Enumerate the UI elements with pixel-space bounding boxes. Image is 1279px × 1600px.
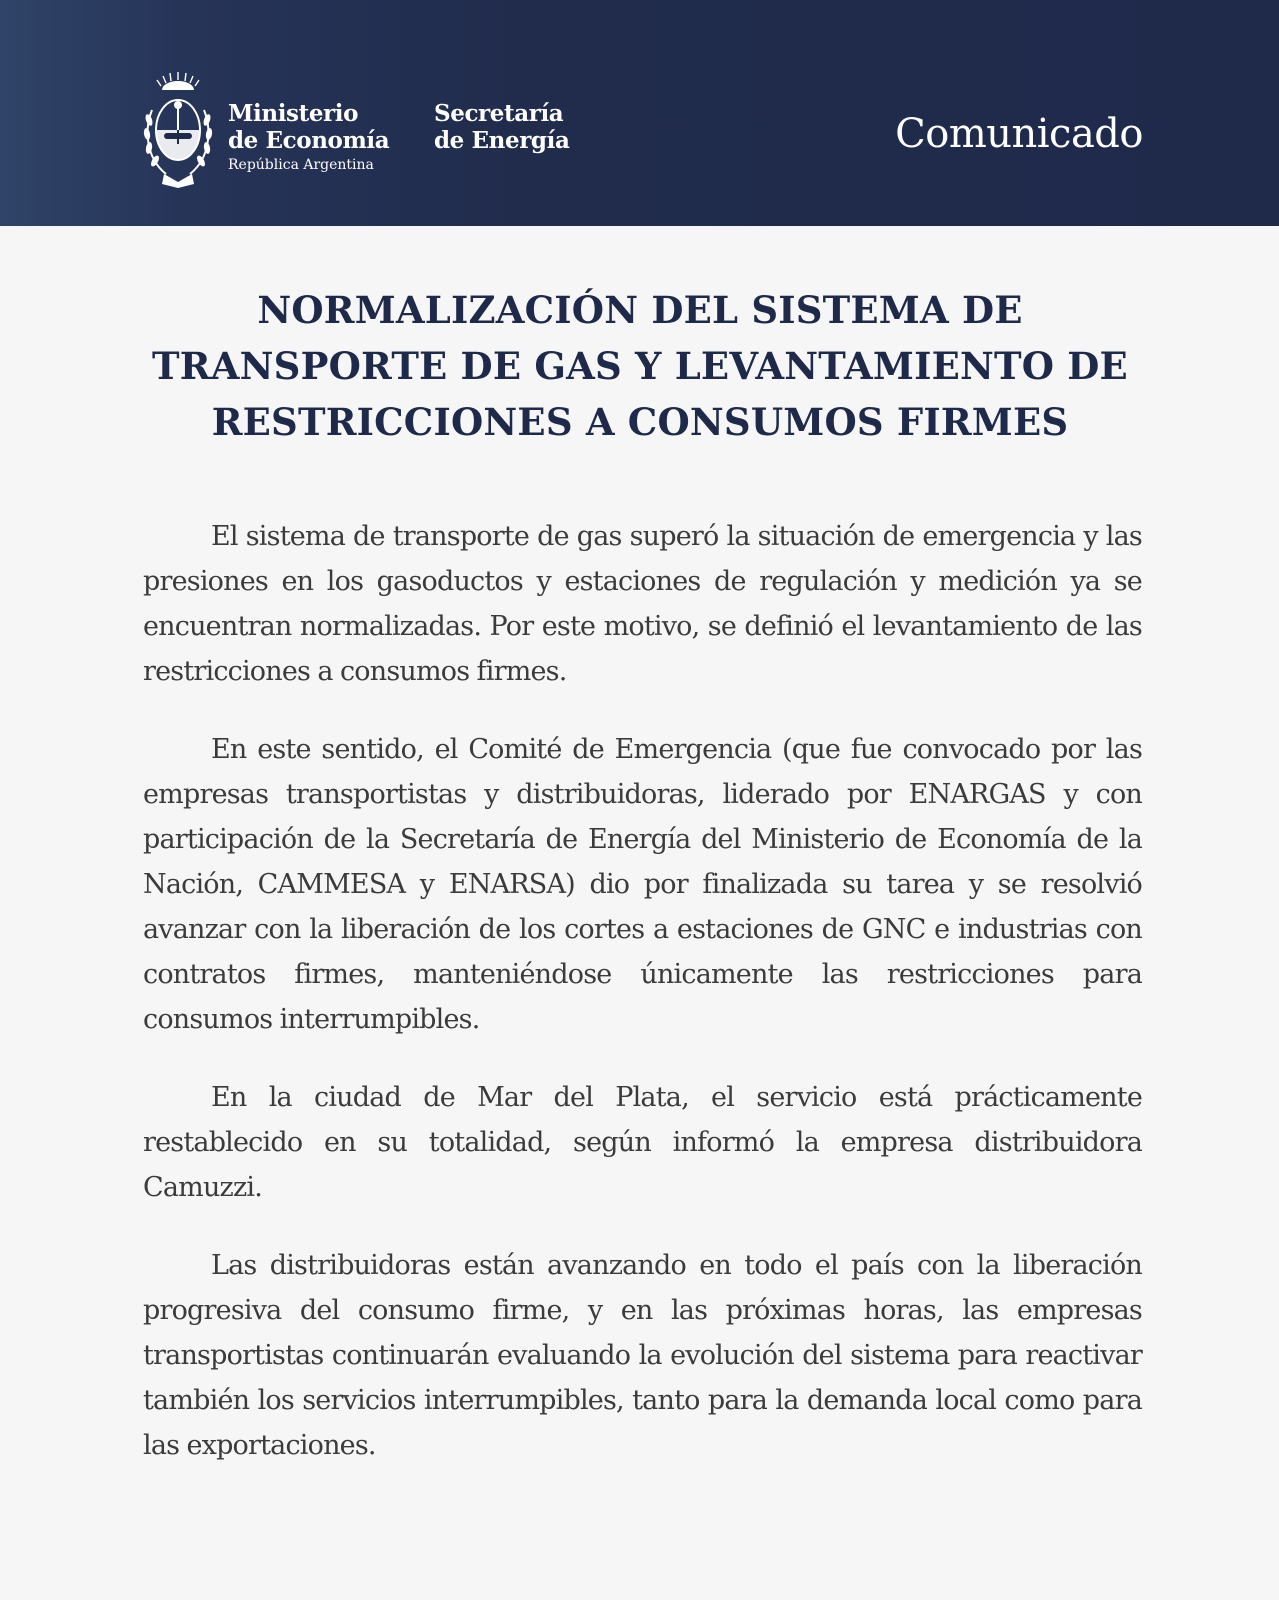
title-line-1: NORMALIZACIÓN DEL SISTEMA DE (257, 288, 1023, 332)
title-line-3: RESTRICCIONES A CONSUMOS FIRMES (211, 400, 1069, 444)
comunicado-label: Comunicado (895, 111, 1143, 157)
page-title (140, 282, 1140, 450)
ministry-line-2: de Economía (228, 127, 390, 154)
secretaria-name (434, 100, 569, 154)
ministry-line-3: República Argentina (228, 157, 374, 173)
argentina-coat-of-arms-icon (140, 70, 216, 194)
paragraph-3: En la ciudad de Mar del Plata, el servicio está prácticamente restablecido en su totalidad, según informó la empresa distribuidora Camuzzi. (143, 1082, 1142, 1203)
paragraph-4: Las distribuidoras están avanzando en todo el país con la liberación progresiva del consumo firme, y en las próximas horas, las empresas transportistas continuarán evaluando la evolución del sistema para reactivar también los servicios interrumpibles, tanto para la demanda local como para las exportaciones. (143, 1250, 1142, 1461)
secretaria-line-1: Secretaría (434, 100, 564, 127)
body-text (143, 514, 1142, 1501)
ministry-name (228, 100, 389, 175)
paragraph-2: En este sentido, el Comité de Emergencia (que fue convocado por las empresas transportistas y distribuidoras, liderado por ENARGAS y con participación de la Secretaría de Energía del Ministerio de Economía de la Nación, CAMMESA y ENARSA) dio por finalizada su tarea y se resolvió avanzar con la liberación de los cortes a estaciones de GNC e industrias con contratos firmes, manteniéndose únicamente las restricciones para consumos interrumpibles. (143, 734, 1142, 1035)
title-line-2: TRANSPORTE DE GAS Y LEVANTAMIENTO DE (152, 344, 1128, 388)
paragraph-1: El sistema de transporte de gas superó la situación de emergencia y las presiones en los gasoductos y estaciones de regulación y medición ya se encuentran normalizadas. Por este motivo, se definió el levantamiento de las restricciones a consumos firmes. (143, 521, 1142, 687)
secretaria-line-2: de Energía (434, 127, 570, 154)
ministry-line-1: Ministerio (228, 100, 359, 127)
header-banner (0, 0, 1279, 226)
